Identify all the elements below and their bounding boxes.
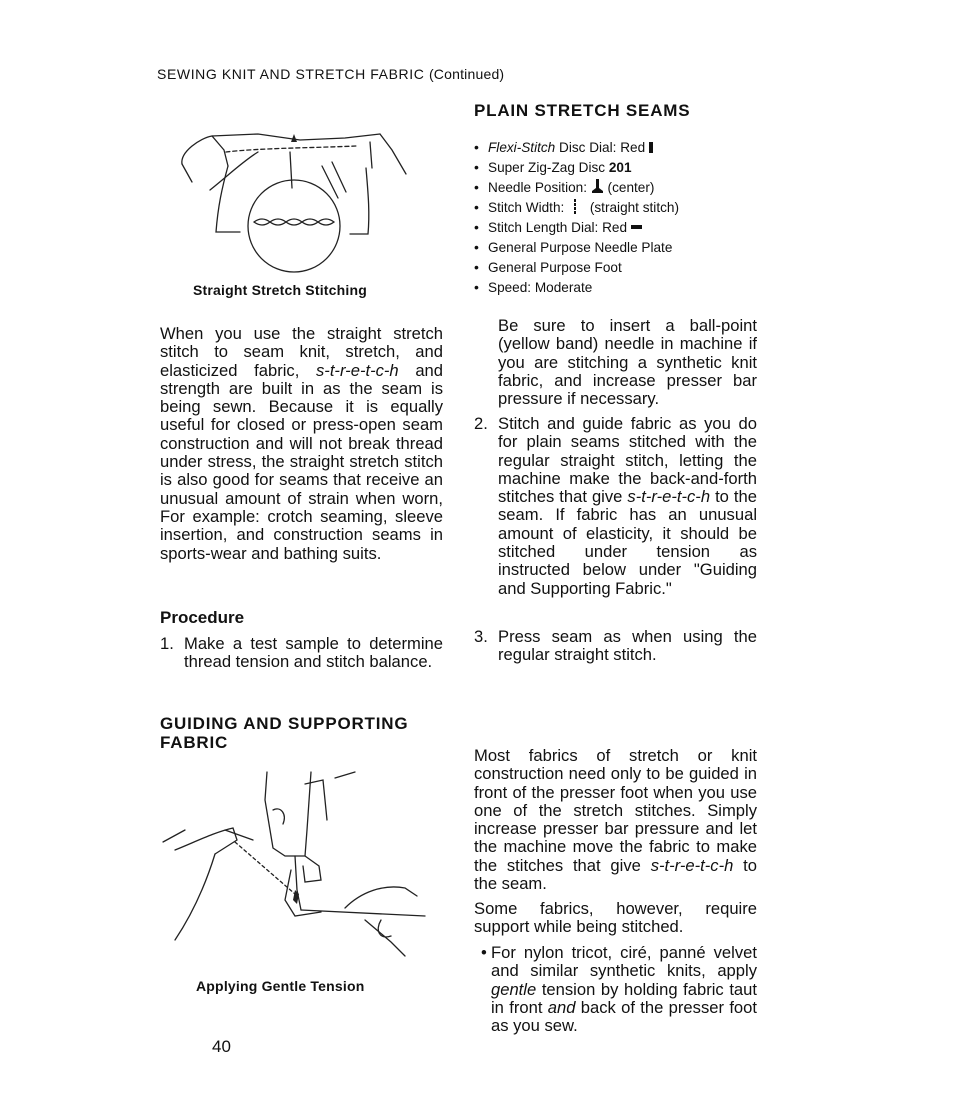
guiding-bullet: • For nylon tricot, ciré, panné velvet and similar synthetic knits, apply gentle tension by holding fabric taut in front and back of the presser foot as you sew. xyxy=(481,943,757,1036)
straight-stitch-icon xyxy=(574,199,578,215)
guiding-paragraph-1: Most fabrics of stretch or knit construction need only to be guided in front of the presser foot when you use one of the stretch stitches. Simply increase presser bar pressure and let the machine move the fabric to make the stitches that give s-t-r-e-t-c-h to the seam. xyxy=(474,746,757,894)
procedure-step-1: 1. Make a test sample to determine thread tension and stitch balance. xyxy=(160,634,443,672)
setting-needle-plate: • General Purpose Needle Plate xyxy=(474,237,679,257)
figure-caption-straight-stretch: Straight Stretch Stitching xyxy=(193,282,367,298)
red-bar-icon xyxy=(649,142,653,153)
figure-caption-gentle-tension: Applying Gentle Tension xyxy=(196,978,365,994)
guiding-paragraph-2: Some fabrics, however, require support while being stitched. xyxy=(474,899,757,937)
setting-zigzag-disc: • Super Zig-Zag Disc 201 xyxy=(474,157,679,177)
straight-stretch-illustration xyxy=(170,122,420,272)
setting-speed: • Speed: Moderate xyxy=(474,277,679,297)
procedure-step-3: 3. Press seam as when using the regular straight stitch. xyxy=(474,627,757,665)
setting-stitch-length: • Stitch Length Dial: Red xyxy=(474,217,679,237)
setting-disc-dial: • Flexi-Stitch Disc Dial: Red xyxy=(474,137,679,157)
page-number: 40 xyxy=(212,1037,231,1056)
red-dash-icon xyxy=(631,225,642,229)
setting-stitch-width: • Stitch Width: (straight stitch) xyxy=(474,197,679,217)
intro-paragraph: When you use the straight stretch stitch to seam knit, stretch, and elasticized fabric, s-t-r-e-t-c-h and strength are built in as the seam is being sewn. Because it is equally useful for closed or press-open seam construction and will not break thread under stress, the straight stretch stitch is also good for seams that receive an unusual amount of strain when worn, For example: crotch seaming, sleeve insertion, and construction seams in sports-wear and bathing suits. xyxy=(160,324,444,563)
procedure-step-1-continued: Be sure to insert a ball-point (yellow band) needle in machine if you are stitching a synthetic knit fabric, and increase presser bar pressure if necessary. xyxy=(498,316,757,409)
header-continued: (Continued) xyxy=(428,66,505,82)
header-title: SEWING KNIT AND STRETCH FABRIC xyxy=(157,66,425,82)
plain-stretch-heading: PLAIN STRETCH SEAMS xyxy=(474,101,691,120)
setting-foot: • General Purpose Foot xyxy=(474,257,679,277)
guiding-heading: GUIDING AND SUPPORTING FABRIC xyxy=(160,714,409,752)
running-header xyxy=(157,66,504,82)
settings-list xyxy=(474,137,679,297)
gentle-tension-illustration xyxy=(155,770,425,960)
setting-needle-position: • Needle Position: (center) xyxy=(474,177,679,197)
procedure-heading: Procedure xyxy=(160,608,245,627)
procedure-step-2: 2. Stitch and guide fabric as you do for plain seams stitched with the regular straight stitch, letting the machine make the back-and-forth stitches that give s-t-r-e-t-c-h to the seam. If fabric has an unusual amount of elasticity, it should be stitched under tension as instructed below under "Guiding and Supporting Fabric." xyxy=(474,414,757,598)
center-needle-icon xyxy=(591,179,604,195)
